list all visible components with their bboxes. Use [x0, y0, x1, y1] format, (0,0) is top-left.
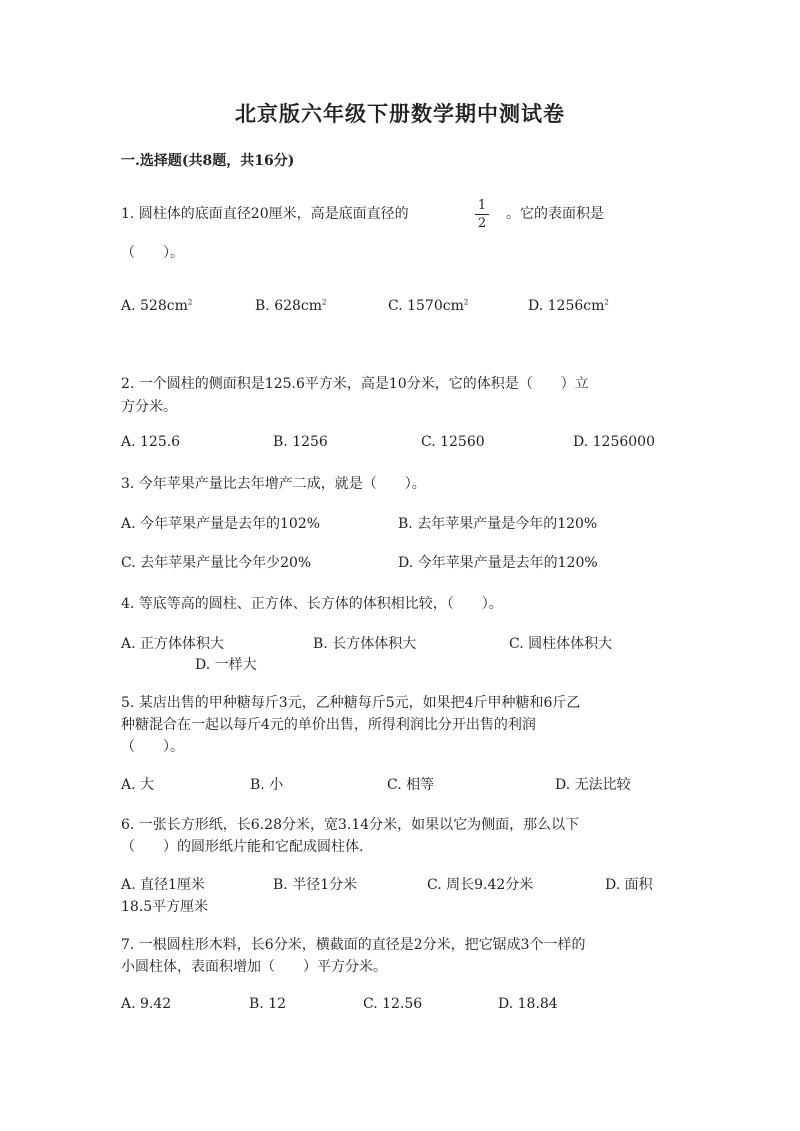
q3-option-a: A. 今年苹果产量是去年的102%	[121, 516, 321, 532]
q1-option-b: B. $628cm^2$	[255, 298, 327, 314]
q2-option-a: A. 125.6	[121, 434, 181, 450]
q6-option-c: C. 周长9.42分米	[427, 877, 534, 893]
question-7-line-2: 小圆柱体，表面积增加（ ）平方分米。	[121, 959, 387, 975]
q4-option-d: D. 一样大	[195, 657, 257, 673]
q3-option-b: B. 去年苹果产量是今年的120%	[398, 516, 598, 532]
question-4-line-1: 4. 等底等高的圆柱、正方体、长方体的体积相比较，（ ）。	[121, 596, 503, 612]
question-2-line-1: 2. 一个圆柱的侧面积是125.6平方米，高是10分米，它的体积是（ ）立	[121, 376, 589, 392]
q5-option-d: D. 无法比较	[555, 777, 631, 793]
q3-option-d: D. 今年苹果产量是去年的120%	[398, 555, 598, 571]
q6-option-d: D. 面积	[605, 877, 653, 893]
question-3-line-1: 3. 今年苹果产量比去年增产二成，就是（ ）。	[121, 476, 426, 492]
fraction-bar	[475, 214, 489, 215]
q4-option-c: C. 圆柱体体积大	[509, 636, 613, 652]
q5-option-a: A. 大	[121, 777, 155, 793]
question-5-line-1: 5. 某店出售的甲种糖每斤3元，乙种糖每斤5元，如果把4斤甲种糖和6斤乙	[121, 695, 581, 711]
question-6-line-1: 6. 一张长方形纸，长6.28分米，宽3.14分米，如果以它为侧面，那么以下	[121, 817, 580, 833]
question-5-line-2: 种糖混合在一起以每斤4元的单价出售，所得利润比分开出售的利润	[121, 717, 536, 733]
q6-option-d-continued: 18.5平方厘米	[121, 899, 209, 915]
question-1-stem-b: 。它的表面积是	[506, 206, 604, 222]
question-5-line-3: （ ）。	[121, 739, 184, 755]
q7-option-b: B. 12	[249, 996, 287, 1012]
q5-option-c: C. 相等	[387, 777, 435, 793]
q4-option-b: B. 长方体体积大	[313, 636, 417, 652]
q6-option-a: A. 直径1厘米	[121, 877, 205, 893]
fraction-one-half	[475, 198, 489, 231]
q2-option-b: B. 1256	[273, 434, 328, 450]
question-2-line-2: 方分米。	[121, 399, 177, 415]
q1-option-c: C. $1570cm^2$	[388, 298, 469, 314]
question-1-blank: （ ）。	[121, 245, 184, 261]
q5-option-b: B. 小	[250, 777, 284, 793]
section-heading: 一.选择题(共8题，共16分)	[121, 153, 295, 169]
fraction-denominator: 2	[477, 216, 487, 231]
question-1-stem-a: 1. 圆柱体的底面直径20厘米，高是底面直径的	[121, 206, 409, 222]
q7-option-a: A. 9.42	[121, 996, 172, 1012]
q3-option-c: C. 去年苹果产量比今年少20%	[121, 555, 312, 571]
q7-option-d: D. 18.84	[498, 996, 558, 1012]
q4-option-a: A. 正方体体积大	[121, 636, 225, 652]
question-7-line-1: 7. 一根圆柱形木料，长6分米，横截面的直径是2分米，把它锯成3个一样的	[121, 937, 586, 953]
q1-option-d: D. $1256cm^2$	[528, 298, 609, 314]
q2-option-d: D. 1256000	[573, 434, 655, 450]
q6-option-b: B. 半径1分米	[273, 877, 358, 893]
fraction-numerator: 1	[477, 198, 487, 213]
question-6-line-2: （ ）的圆形纸片能和它配成圆柱体.	[121, 839, 364, 855]
q1-option-a: A. $528cm^2$	[121, 298, 193, 314]
page-title: 北京版六年级下册数学期中测试卷	[235, 101, 565, 126]
q2-option-c: C. 12560	[421, 434, 485, 450]
q7-option-c: C. 12.56	[363, 996, 423, 1012]
